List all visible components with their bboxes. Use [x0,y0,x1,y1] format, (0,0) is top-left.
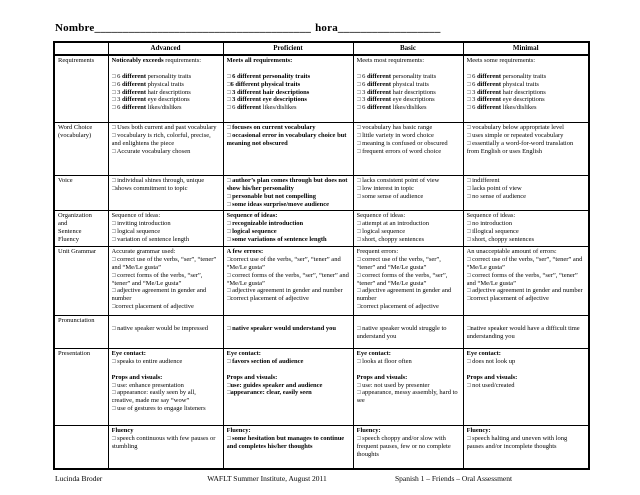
rubric-line [467,366,586,374]
checkbox-icon: □ [356,220,361,228]
rubric-line: □ native speaker would understand you [226,325,336,333]
checkbox-icon: □ [111,96,116,104]
column-header-minimal: Minimal [463,42,589,55]
table-row-unit-grammar [54,247,589,316]
row-label-presentation [54,349,108,426]
checkbox-icon: □ [226,96,231,104]
rubric-line: □ individual shines through, unique [111,177,205,185]
cell-word-choice-proficient [223,123,353,176]
rubric-line: Meets all requirements: [226,57,293,65]
rubric-line: □ native speaker would struggle to understand you [356,325,447,340]
checkbox-icon: □ [226,381,231,389]
rubric-line: An unacceptable amount of errors: [466,248,557,256]
table-row-presentation [54,349,589,426]
rubric-line: □correct placement of adjective [111,302,194,310]
rubric-line: □ appearance, messy assembly, hard to see [356,389,458,405]
rubric-line: □ correct use of the verbs, “ser”, “tener” and “Me/Le gusta” [356,256,441,271]
row-label-text: Word Choice [58,124,93,132]
cell-presentation-basic [353,349,463,426]
cell-requirements-minimal [463,55,589,123]
rubric-line: Frequent errors: [356,248,399,256]
cell-unit-grammar-minimal [463,247,589,316]
rubric-line: □ some ideas surprise/move audience [226,200,330,208]
rubric-line: □ 6 different personality traits [226,72,311,80]
cell-pronunciation-proficient [223,316,353,349]
rubric-line [357,65,460,73]
checkbox-icon: □ [111,72,116,80]
cell-organization-proficient [223,211,353,247]
cell-presentation-proficient [223,349,353,426]
checkbox-icon: □ [111,389,116,397]
rubric-line: □appearance: clear, easily seen [226,389,312,397]
cell-presentation-advanced [108,349,223,426]
cell-pronunciation-advanced [108,316,223,349]
checkbox-icon: □ [226,132,231,140]
nombre-label: Nombre [55,22,95,34]
rubric-line: Meets some requirements: [466,57,536,65]
checkbox-icon: □ [466,96,471,104]
checkbox-icon: □ [466,72,471,80]
rubric-line: □ 6 different physical traits [466,80,539,88]
cell-presentation-fluency-advanced [108,426,223,470]
rubric-line: □ vocabulary below appropriate level [466,124,564,132]
rubric-line: Fluency: [466,427,491,435]
checkbox-icon: □ [466,256,471,264]
table-row-requirements [54,55,589,123]
rubric-line: □ not used/created [466,381,515,389]
cell-voice-proficient [223,176,353,211]
rubric-line: □use: guides speaker and audience [226,381,323,389]
rubric-line: □ favors section of audience [226,358,304,366]
rubric-line: □ logical sequence [356,227,406,235]
rubric-line: Props and visuals: [111,373,163,381]
rubric-line: □ vocabulary is rich, colorful, precise, and enlightens the piece [111,132,211,147]
rubric-line: □ 3 different eye descriptions [356,96,435,104]
row-label-text: Requirements [58,57,95,65]
rubric-line: □ uses simple or repeated vocabulary [466,132,564,140]
checkbox-icon: □ [226,220,231,228]
checkbox-icon: □ [226,287,231,295]
column-header-blank [54,42,108,55]
rubric-line: □ 6 different physical traits [111,80,184,88]
rubric-line [112,317,220,325]
rubric-line: □ use: not used by presenter [356,381,430,389]
checkbox-icon: □ [466,220,471,228]
checkbox-icon: □ [356,147,361,155]
rubric-line: □ frequent errors of word choice [356,147,442,155]
rubric-line: □ 6 different likes/dislikes [356,104,427,112]
rubric-line: □ looks at floor often [356,358,412,366]
rubric-line [227,366,350,374]
rubric-line: □ 6 different likes/dislikes [111,104,182,112]
rubric-line: □ correct forms of the verbs, “ser”, “tener” and “Me/Le gusta” [111,271,203,287]
rubric-line: Sequence of ideas: [226,212,278,220]
row-label-organization [54,211,108,247]
table-row-presentation-fluency [54,426,589,470]
checkbox-icon: □ [466,139,471,147]
rubric-line: □ 6 different likes/dislikes [226,104,297,112]
rubric-line [357,317,460,325]
checkbox-icon: □ [356,389,361,397]
checkbox-icon: □ [111,435,116,443]
checkbox-icon: □ [356,185,361,193]
row-label-text: and [58,220,68,228]
rubric-line: □ native speaker would be impressed [111,325,209,333]
checkbox-icon: □ [111,132,116,140]
rubric-line: □ 3 different eye descriptions [466,96,545,104]
rubric-line: □ logical sequence [226,227,277,235]
rubric-line: Fluency: [226,427,251,435]
rubric-line: □ Uses both current and past vocabulary [111,124,217,132]
column-header-row [54,42,589,55]
rubric-line: Eye contact: [111,350,146,358]
rubric-line: □ 3 different eye descriptions [111,96,190,104]
checkbox-icon: □ [356,381,361,389]
checkbox-icon: □ [466,227,471,235]
row-label-word-choice [54,123,108,176]
table-row-pronunciation [54,316,589,349]
checkbox-icon: □ [466,192,471,200]
rubric-line: □ 3 different hair descriptions [226,88,310,96]
rubric-line: □ speech continuous with few pauses or stumbling [111,435,216,450]
checkbox-icon: □ [356,88,361,96]
rubric-line: □ speaks to entire audience [111,358,183,366]
rubric-line [112,65,220,73]
cell-unit-grammar-advanced [108,247,223,316]
checkbox-icon: □ [226,435,231,443]
rubric-line: □ no sense of audience [466,192,527,200]
rubric-line: □ author’s plan comes through but does not show his/her personality [226,177,348,193]
checkbox-icon: □ [226,80,231,88]
rubric-line: □ inviting introduction [111,220,171,228]
checkbox-icon: □ [466,132,471,140]
checkbox-icon: □ [356,235,361,243]
checkbox-icon: □ [111,302,116,310]
checkbox-icon: □ [111,235,116,243]
checkbox-icon: □ [226,235,231,243]
checkbox-icon: □ [111,104,116,112]
rubric-line: □correct use of the verbs, “ser”, “tener” and “Me/Le gusta” [226,256,341,271]
rubric-line: □ short, choppy sentences [356,235,424,243]
rubric-line [227,317,350,325]
rubric-line: □ Accurate vocabulary chosen [111,147,191,155]
rubric-line: □ 3 different hair descriptions [111,88,191,96]
row-label-text: Pronunciation [58,317,95,325]
rubric-line: □ adjective agreement in gender and number [466,287,583,295]
checkbox-icon: □ [466,435,471,443]
rubric-line: Props and visuals: [226,373,278,381]
checkbox-icon: □ [356,256,361,264]
cell-voice-basic [353,176,463,211]
checkbox-icon: □ [226,256,231,264]
checkbox-icon: □ [356,325,361,333]
rubric-line: □ correct forms of the verbs, “ser”, “tener” and “Me/Le gusta” [226,271,349,287]
rubric-line: □ correct use of the verbs, “ser”, “tener” and “Me/Le gusta” [466,256,583,271]
checkbox-icon: □ [356,271,361,279]
checkbox-icon: □ [356,302,361,310]
checkbox-icon: □ [111,358,116,366]
rubric-line: Props and visuals: [356,373,408,381]
checkbox-icon: □ [356,124,361,132]
rubric-line: □correct placement of adjective [356,302,439,310]
table-row-word-choice [54,123,589,176]
rubric-line: □ does not look up [466,358,516,366]
checkbox-icon: □ [466,80,471,88]
checkbox-icon: □ [466,287,471,295]
rubric-line: □ 3 different hair descriptions [466,88,546,96]
checkbox-icon: □ [356,358,361,366]
row-label-presentation-fluency [54,426,108,470]
cell-presentation-fluency-proficient [223,426,353,470]
row-label-requirements [54,55,108,123]
rubric-line [357,366,460,374]
checkbox-icon: □ [356,192,361,200]
rubric-line: □ 6 different personality traits [356,72,437,80]
rubric-line [467,65,586,73]
rubric-line: Props and visuals: [466,373,518,381]
checkbox-icon: □ [111,80,116,88]
rubric-line: A few errors: [226,248,264,256]
checkbox-icon: □ [226,271,231,279]
rubric-line: □ little variety in word choice [356,132,434,140]
checkbox-icon: □ [466,325,471,333]
rubric-line: □ use: enhance presentation [111,381,184,389]
checkbox-icon: □ [111,147,116,155]
rubric-line: Sequence of ideas: [466,212,516,220]
rubric-line: □ attempt at an introduction [356,220,430,228]
checkbox-icon: □ [226,104,231,112]
checkbox-icon: □ [356,287,361,295]
rubric-line: □ 6 different physical traits [356,80,429,88]
rubric-line: □ adjective agreement in gender and number [356,287,452,303]
rubric-line: □correct placement of adjective [466,295,549,303]
cell-word-choice-advanced [108,123,223,176]
hora-label: hora [315,22,338,34]
rubric-line: □ appearance: easily seen by all, creative, made me say “wow” [111,389,196,405]
cell-requirements-basic [353,55,463,123]
cell-presentation-fluency-minimal [463,426,589,470]
rubric-line: □ some variations of sentence length [226,235,327,243]
cell-pronunciation-basic [353,316,463,349]
rubric-line: □ 6 different personality traits [466,72,547,80]
checkbox-icon: □ [111,287,116,295]
row-label-text: (vocabulary) [58,132,92,140]
rubric-line: □6 different physical traits [226,80,301,88]
rubric-line: □ occasional error in vocabulary choice but meaning not obscured [226,132,347,147]
checkbox-icon: □ [466,88,471,96]
row-label-text: Unit Grammar [58,248,97,256]
rubric-line: □ personable but not compelling [226,192,317,200]
rubric-line: Eye contact: [466,350,501,358]
cell-organization-minimal [463,211,589,247]
rubric-line: □ correct forms of the verbs, “ser”, “tener” and “Me/Le gusta” [466,271,578,287]
cell-organization-basic [353,211,463,247]
checkbox-icon: □ [226,72,231,80]
checkbox-icon: □ [466,124,471,132]
cell-unit-grammar-proficient [223,247,353,316]
rubric-line: □ 3 different eye descriptions [226,96,307,104]
row-label-pronunciation [54,316,108,349]
rubric-table [53,41,590,470]
cell-word-choice-basic [353,123,463,176]
footer-source: WAFLT Summer Institute, August 2011 [207,474,327,484]
checkbox-icon: □ [466,104,471,112]
row-label-text: Presentation [58,350,91,358]
rubric-line: □ correct forms of the verbs, “ser”, “tener” and “Me/Le gusta” [356,271,448,287]
checkbox-icon: □ [466,185,471,193]
rubric-line: □ logical sequence [111,227,161,235]
cell-word-choice-minimal [463,123,589,176]
rubric-line: □ no introduction [466,220,512,228]
rubric-line: □ 6 different likes/dislikes [466,104,537,112]
rubric-line: □ correct use of the verbs, “ser”, “tener” and “Me/Le gusta” [111,256,217,271]
rubric-line: □ essentially a word-for-word translation from English or uses English [466,139,574,155]
checkbox-icon: □ [226,88,231,96]
checkbox-icon: □ [356,96,361,104]
name-hora-line [55,22,640,34]
checkbox-icon: □ [466,381,471,389]
rubric-line: □shows commitment to topic [111,185,188,193]
checkbox-icon: □ [356,177,361,185]
checkbox-icon: □ [111,404,116,412]
rubric-line: □native speaker would have a difficult time understanding you [466,325,580,340]
checkbox-icon: □ [226,389,231,397]
rubric-line: □ 6 different personality traits [111,72,192,80]
rubric-line: Noticeably exceeds requirements: [111,57,202,65]
column-header-proficient: Proficient [223,42,353,55]
cell-presentation-minimal [463,349,589,426]
checkbox-icon: □ [111,185,116,193]
checkbox-icon: □ [111,256,116,264]
rubric-line: Sequence of ideas: [111,212,161,220]
cell-presentation-fluency-basic [353,426,463,470]
checkbox-icon: □ [356,80,361,88]
column-header-basic: Basic [353,42,463,55]
rubric-line [467,317,586,325]
checkbox-icon: □ [226,325,231,333]
checkbox-icon: □ [356,104,361,112]
checkbox-icon: □ [111,177,116,185]
rubric-line: □ recognizable introduction [226,220,304,228]
checkbox-icon: □ [226,227,231,235]
checkbox-icon: □ [226,295,231,303]
rubric-line: □ adjective agreement in gender and number [226,287,343,295]
rubric-line [112,366,220,374]
row-label-text: Voice [58,177,73,185]
rubric-line: Meets most requirements: [356,57,425,65]
rubric-line: □ focuses on current vocabulary [226,124,316,132]
rubric-line: Fluency: [356,427,381,435]
checkbox-icon: □ [466,271,471,279]
table-row-voice [54,176,589,211]
checkbox-icon: □ [111,88,116,96]
row-label-text: Sentence [58,227,82,235]
cell-unit-grammar-basic [353,247,463,316]
footer-title: Spanish 1 – Friends – Oral Assessment [395,474,513,484]
cell-requirements-proficient [223,55,353,123]
row-label-unit-grammar [54,247,108,316]
rubric-line: Sequence of ideas: [356,212,406,220]
rubric-line: □ indifferent [466,177,500,185]
table-row-organization [54,211,589,247]
checkbox-icon: □ [466,295,471,303]
checkbox-icon: □ [356,72,361,80]
row-label-text: Fluency [58,235,79,243]
checkbox-icon: □ [356,435,361,443]
nombre-blank-line: ______________________________________ [94,22,312,34]
checkbox-icon: □ [226,192,231,200]
checkbox-icon: □ [226,200,231,208]
rubric-line: Eye contact: [356,350,391,358]
checkbox-icon: □ [111,325,116,333]
checkbox-icon: □ [111,124,116,132]
rubric-line: □ adjective agreement in gender and number [111,287,207,303]
checkbox-icon: □ [466,177,471,185]
rubric-line: □ some hesitation but manages to continue and completes his/her thoughts [226,435,345,450]
rubric-line: □ illogical sequence [466,227,519,235]
cell-requirements-advanced [108,55,223,123]
rubric-line: □ vocabulary has basic range [356,124,433,132]
rubric-line: □ some sense of audience [356,192,424,200]
checkbox-icon: □ [111,381,116,389]
column-header-advanced: Advanced [108,42,223,55]
rubric-line: □correct placement of adjective [226,295,309,303]
rubric-line: □ low interest in topic [356,185,414,193]
cell-voice-advanced [108,176,223,211]
checkbox-icon: □ [226,124,231,132]
checkbox-icon: □ [111,227,116,235]
checkbox-icon: □ [356,132,361,140]
rubric-line: Accurate grammar used: [111,248,176,256]
rubric-line: □ short, choppy sentences [466,235,534,243]
footer-author: Lucinda Broder [55,474,103,484]
rubric-line: □ lacks point of view [466,185,522,193]
cell-organization-advanced [108,211,223,247]
rubric-line: □ 3 different hair descriptions [356,88,436,96]
rubric-line: □ meaning is confused or obscured [356,139,448,147]
checkbox-icon: □ [226,358,231,366]
cell-voice-minimal [463,176,589,211]
hora-blank-line: __________________ [337,22,441,34]
rubric-line: □ variation of sentence length [111,235,190,243]
rubric-line: □ speech choppy and/or slow with frequent pauses, few or no complete thoughts [356,435,451,458]
rubric-line: Fluency [111,427,134,435]
checkbox-icon: □ [226,177,231,185]
checkbox-icon: □ [356,139,361,147]
checkbox-icon: □ [466,235,471,243]
checkbox-icon: □ [111,271,116,279]
row-label-voice [54,176,108,211]
checkbox-icon: □ [111,220,116,228]
rubric-line: □ lacks consistent point of view [356,177,440,185]
rubric-line: Eye contact: [226,350,261,358]
checkbox-icon: □ [466,358,471,366]
rubric-line [227,65,350,73]
rubric-line: □ speech halting and uneven with long pauses and/or incomplete thoughts [466,435,568,450]
checkbox-icon: □ [356,227,361,235]
cell-pronunciation-minimal [463,316,589,349]
rubric-line: □ use of gestures to engage listeners [111,404,206,412]
row-label-text: Organization [58,212,92,220]
footer [53,474,588,486]
